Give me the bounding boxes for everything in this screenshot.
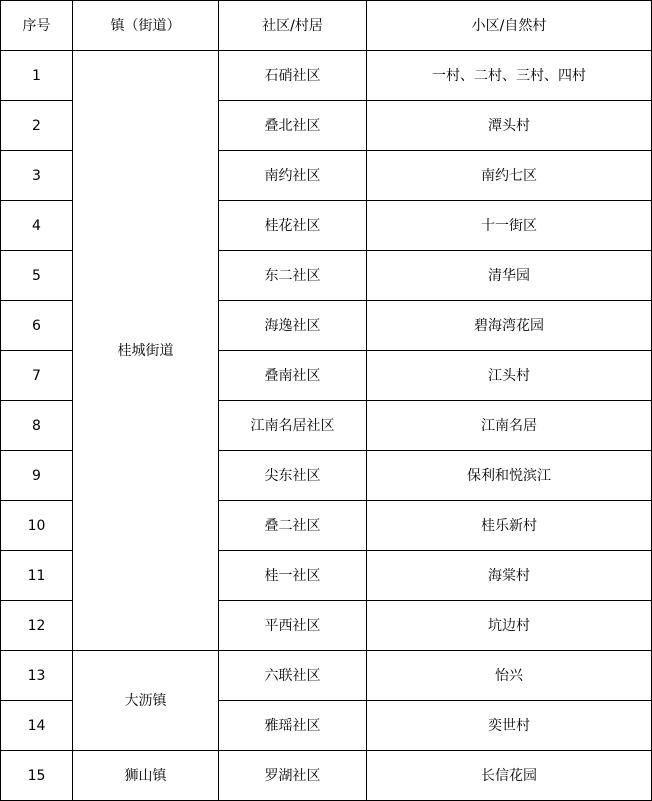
town-cell: 狮山镇 <box>73 751 219 801</box>
row-index: 1 <box>1 51 73 101</box>
row-index: 3 <box>1 151 73 201</box>
community-cell: 东二社区 <box>219 251 367 301</box>
community-cell: 桂一社区 <box>219 551 367 601</box>
community-cell: 南约社区 <box>219 151 367 201</box>
village-cell: 清华园 <box>367 251 652 301</box>
community-cell: 雅瑶社区 <box>219 701 367 751</box>
header-village: 小区/自然村 <box>367 1 652 51</box>
village-cell: 江头村 <box>367 351 652 401</box>
village-cell: 奕世村 <box>367 701 652 751</box>
row-index: 15 <box>1 751 73 801</box>
village-cell: 桂乐新村 <box>367 501 652 551</box>
table-header-row <box>1 1 652 51</box>
village-cell: 江南名居 <box>367 401 652 451</box>
village-cell: 海棠村 <box>367 551 652 601</box>
village-cell: 怡兴 <box>367 651 652 701</box>
row-index: 7 <box>1 351 73 401</box>
header-community: 社区/村居 <box>219 1 367 51</box>
row-index: 14 <box>1 701 73 751</box>
row-index: 8 <box>1 401 73 451</box>
community-cell: 桂花社区 <box>219 201 367 251</box>
community-cell: 尖东社区 <box>219 451 367 501</box>
community-cell: 石硝社区 <box>219 51 367 101</box>
row-index: 2 <box>1 101 73 151</box>
village-cell: 碧海湾花园 <box>367 301 652 351</box>
community-cell: 六联社区 <box>219 651 367 701</box>
village-cell: 南约七区 <box>367 151 652 201</box>
table-row <box>1 51 652 101</box>
community-cell: 叠南社区 <box>219 351 367 401</box>
village-cell: 长信花园 <box>367 751 652 801</box>
table-row <box>1 651 652 701</box>
village-cell: 十一街区 <box>367 201 652 251</box>
row-index: 4 <box>1 201 73 251</box>
town-cell: 桂城街道 <box>73 51 219 651</box>
community-cell: 海逸社区 <box>219 301 367 351</box>
row-index: 11 <box>1 551 73 601</box>
community-cell: 罗湖社区 <box>219 751 367 801</box>
row-index: 5 <box>1 251 73 301</box>
row-index: 12 <box>1 601 73 651</box>
header-town: 镇（街道） <box>73 1 219 51</box>
row-index: 6 <box>1 301 73 351</box>
village-cell: 潭头村 <box>367 101 652 151</box>
row-index: 13 <box>1 651 73 701</box>
row-index: 9 <box>1 451 73 501</box>
community-cell: 平西社区 <box>219 601 367 651</box>
community-cell: 叠二社区 <box>219 501 367 551</box>
community-cell: 江南名居社区 <box>219 401 367 451</box>
row-index: 10 <box>1 501 73 551</box>
village-cell: 一村、二村、三村、四村 <box>367 51 652 101</box>
village-cell: 保利和悦滨江 <box>367 451 652 501</box>
village-cell: 坑边村 <box>367 601 652 651</box>
community-cell: 叠北社区 <box>219 101 367 151</box>
town-cell: 大沥镇 <box>73 651 219 751</box>
header-index: 序号 <box>1 1 73 51</box>
table-row <box>1 751 652 801</box>
